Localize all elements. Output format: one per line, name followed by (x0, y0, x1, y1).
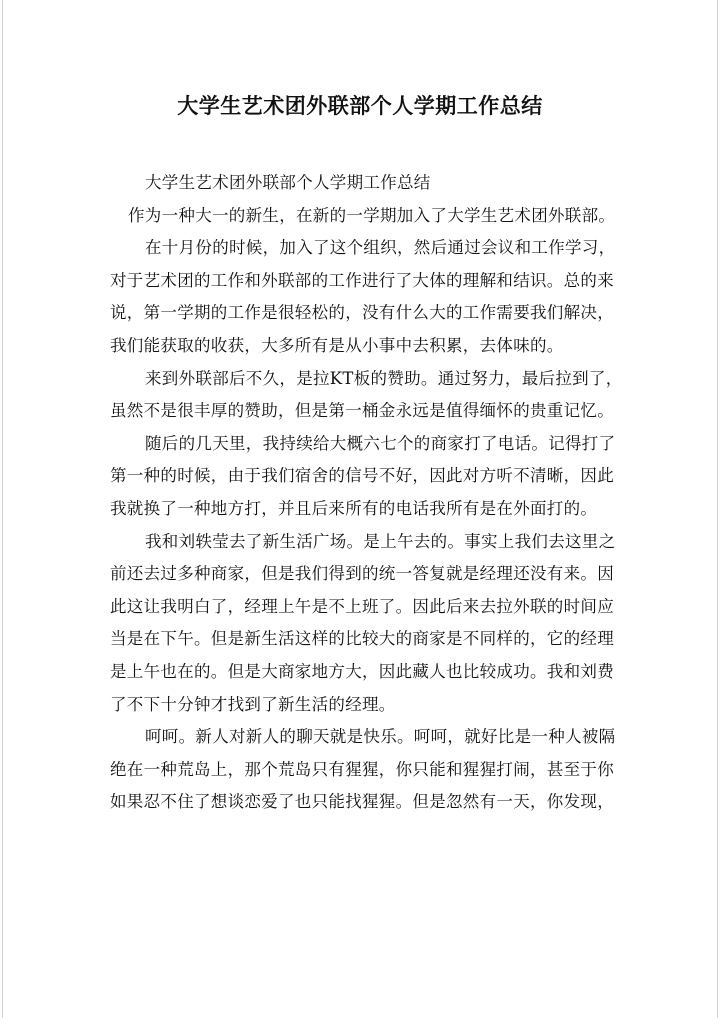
body-line: 大学生艺术团外联部个人学期工作总结 (145, 173, 431, 192)
body-line: 第一种的时候，由于我们宿舍的信号不好，因此对方听不清晰，因此 (110, 466, 614, 486)
body-line: 在十月份的时候，加入了这个组织，然后通过会议和工作学习， (145, 238, 616, 258)
page-edge-left (2, 0, 3, 1018)
body-line: 呵呵。新人对新人的聊天就是快乐。呵呵，就好比是一种人被隔 (145, 727, 616, 747)
body-line: 作为一种大一的新生，在新的一学期加入了大学生艺术团外联部。 (128, 205, 616, 225)
body-line: 对于艺术团的工作和外联部的工作进行了大体的理解和结识。总的来 (110, 270, 614, 290)
body-line: 来到外联部后不久，是拉KT板的赞助。通过努力，最后拉到了， (145, 368, 623, 388)
body-line: 说，第一学期的工作是很轻松的，没有什么大的工作需要我们解决， (110, 303, 614, 323)
body-line: 绝在一种荒岛上，那个荒岛只有猩猩，你只能和猩猩打闹，甚至于你 (110, 759, 614, 779)
body-line: 当是在下午。但是新生活这样的比较大的商家是不同样的，它的经理 (110, 629, 614, 649)
body-line: 虽然不是很丰厚的赞助，但是第一桶金永远是值得缅怀的贵重记忆。 (110, 401, 614, 421)
body-line: 是上午也在的。但是大商家地方大，因此藏人也比较成功。我和刘费 (110, 661, 614, 681)
document-body (110, 167, 623, 819)
body-line: 我和刘轶莹去了新生活广场。是上午去的。事实上我们去这里之 (145, 531, 616, 551)
document-title: 大学生艺术团外联部个人学期工作总结 (177, 93, 543, 118)
body-line: 我就换了一种地方打，并且后来所有的电话我所有是在外面打的。 (110, 498, 598, 518)
body-line: 随后的几天里，我持续给大概六七个的商家打了电话。记得打了 (145, 433, 616, 453)
body-line: 此这让我明白了，经理上午是不上班了。因此后来去拉外联的时间应 (110, 596, 614, 616)
body-line: 前还去过多种商家，但是我们得到的统一答复就是经理还没有来。因 (110, 564, 614, 584)
body-line: 我们能获取的收获，大多所有是从小事中去积累，去体味的。 (110, 335, 564, 355)
body-line: 如果忍不住了想谈恋爱了也只能找猩猩。但是忽然有一天，你发现， (110, 792, 614, 812)
page-edge-right (717, 0, 718, 1018)
body-line: 了不下十分钟才找到了新生活的经理。 (110, 694, 396, 714)
